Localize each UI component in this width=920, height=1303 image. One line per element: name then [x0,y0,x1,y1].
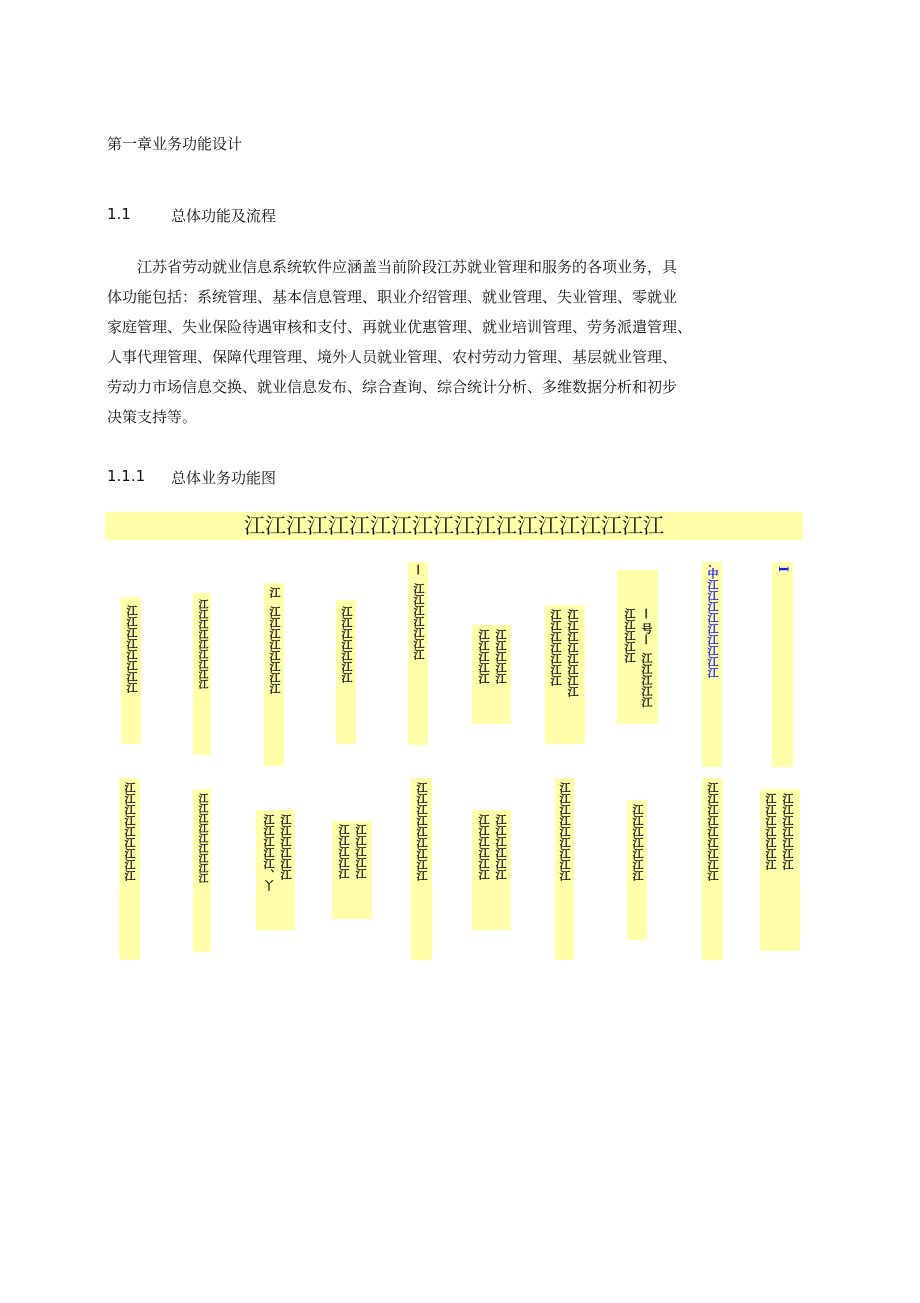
diagram-box-r2-8 [627,800,647,940]
diagram-box-r2-6 [472,810,511,930]
diagram-box-text: 江江江江江江江 江江江江江江江 [764,793,794,870]
paragraph-line: 家庭管理、失业保险待遇审核和支付、再就业优惠管理、就业培训管理、劳务派遣管理、 [107,318,693,336]
diagram-box-r2-2 [193,789,211,952]
diagram-box-r2-5 [411,778,432,960]
diagram-box-text: 江江江江江江江江 [125,605,138,693]
diagram-box-text: 江江江江江江江江 江江江江江江江 [549,609,579,697]
subsection-number: 1.1.1 [107,467,146,485]
diagram-box-text: 江 江江江江江江江江 [268,587,281,694]
section-number: 1.1 [107,205,131,223]
diagram-box-r1-10 [772,562,793,767]
paragraph-line: 劳动力市场信息交换、就业信息发布、综合查询、综合统计分析、多维数据分析和初步 [107,378,678,396]
diagram-box-text: 江江江江江江江 [340,606,353,683]
diagram-box-r1-1 [121,597,141,744]
diagram-box-text: 江江江江江江江江江 [123,782,136,881]
diagram-box-r1-7 [545,605,585,744]
paragraph-line: 决策支持等。 [107,408,198,426]
diagram-box-r1-6 [472,625,511,724]
diagram-box-r1-4 [336,600,356,744]
diagram-box-text: 江江江江江江 江江江江江江 [477,814,507,880]
paragraph-line: 体功能包括：系统管理、基本信息管理、职业介绍管理、就业管理、失业管理、零就业 [107,288,678,306]
diagram-box-text: 江江江江江江江 [631,804,644,881]
diagram-box-r1-5 [408,562,428,745]
diagram-box-r2-7 [555,778,574,960]
diagram-box-text: .中江江江江江江江江江 [706,564,719,678]
diagram-box-r1-2 [193,593,211,755]
paragraph-line: 江苏省劳动就业信息系统软件应涵盖当前阶段江苏就业管理和服务的各项业务，具 [137,258,678,276]
diagram-box-r2-10 [760,789,800,951]
diagram-box-text: 江江江江江江江江江 [196,599,207,689]
diagram-box-r2-9 [702,778,723,960]
diagram-box-r2-1 [119,778,140,960]
diagram-header: 江江江江江江江江江江江江江江江江江江江江 [105,512,803,540]
diagram-box-text: 江江江江江江 江江江江江、丫 [262,814,292,891]
diagram-box-text: 江江江江江 江江江江江 [477,629,507,684]
intro-paragraph [107,252,747,432]
chapter-title: 第一章业务功能设计 [107,135,243,153]
diagram-box-r1-3 [264,583,284,766]
diagram-box-text: — 江江江江江江江 [412,564,425,660]
paragraph-line: 人事代理管理、保障代理管理、境外人员就业管理、农村劳动力管理、基层就业管理、 [107,348,678,366]
section-title: 总体功能及流程 [171,207,277,225]
diagram-box-r1-9 [702,562,722,767]
diagram-box-r1-8 [617,570,658,724]
diagram-box-r2-4 [332,821,372,919]
diagram-box-text: 江江江江江 江江江江江 [337,824,367,879]
subsection-title: 总体业务功能图 [171,469,277,487]
diagram-box-text: I [775,566,790,573]
diagram-box-text: 江江江江江江江江江 [706,782,719,881]
diagram-box-text: 江江江江江江江江江 [415,782,428,881]
diagram-box-text: 江江江江江江江江江 [558,782,571,881]
diagram-box-text: 江江江江江江江江江 [196,793,207,883]
diagram-box-r2-3 [256,810,295,930]
diagram-box-text: — 号— 江江江江江 江江江江江 [623,608,653,708]
